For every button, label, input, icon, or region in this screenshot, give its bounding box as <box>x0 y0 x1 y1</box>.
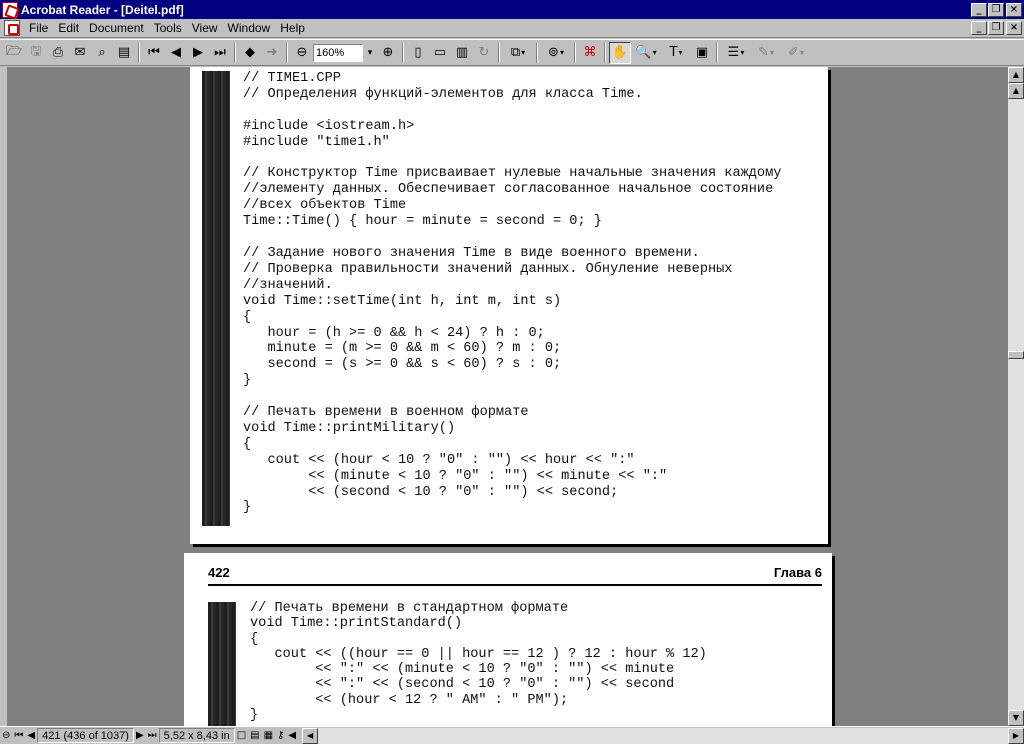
menu-view[interactable]: View <box>191 21 218 35</box>
menu-tools[interactable]: Tools <box>153 21 182 35</box>
last-page-status-icon[interactable]: ⏭ <box>147 730 157 741</box>
separator <box>604 43 606 63</box>
chapter-title: Глава 6 <box>773 565 822 580</box>
go-forward-icon[interactable]: ➜ <box>266 45 278 60</box>
snapshot-tool-icon[interactable]: ▣ <box>695 45 709 60</box>
scroll-right-icon[interactable]: ▶ <box>1008 728 1024 744</box>
next-page-status-icon[interactable]: ▶ <box>135 730 144 741</box>
scroll-left-status-icon[interactable]: ◀ <box>288 730 297 741</box>
scroll-thumb[interactable] <box>1008 351 1024 359</box>
code-margin-bar <box>208 602 236 726</box>
view-options-icon[interactable]: ⧉ ▾ <box>503 42 533 64</box>
window-title: Acrobat Reader - [Deitel.pdf] <box>21 2 184 17</box>
rotate-view-icon[interactable]: ↻ <box>478 45 490 60</box>
menu-edit[interactable]: Edit <box>58 21 80 35</box>
acrobat-app-icon[interactable] <box>2 2 18 18</box>
go-back-icon[interactable]: ◆ <box>245 45 255 60</box>
scroll-down-icon[interactable]: ▼ <box>1008 710 1024 726</box>
separator <box>574 43 576 63</box>
menu-bar <box>0 19 1024 38</box>
pdf-page-421 <box>190 67 828 544</box>
doc-close-button[interactable]: × <box>1006 21 1022 35</box>
header-rule <box>208 584 822 586</box>
separator <box>716 43 718 63</box>
key-icon: ⚷ <box>277 730 285 741</box>
email-icon[interactable]: ✉ <box>74 45 86 60</box>
show-navigation-pane-icon[interactable]: ▤ <box>117 45 131 60</box>
status-bar <box>0 726 1024 744</box>
search-web-icon[interactable]: ⊚ ▾ <box>541 42 571 64</box>
scroll-up-icon[interactable]: ▲ <box>1008 67 1024 83</box>
navigation-pane-edge[interactable] <box>0 67 8 726</box>
comment-tool-icon[interactable]: ☰ ▾ <box>721 42 751 64</box>
first-page-status-icon[interactable]: ⏮ <box>14 730 24 741</box>
horizontal-scrollbar[interactable] <box>302 728 1024 744</box>
zoom-in-icon[interactable]: ⊕ <box>382 45 394 60</box>
menu-file[interactable]: File <box>29 21 49 35</box>
single-page-icon[interactable]: □ <box>236 730 247 741</box>
restore-button[interactable]: ❐ <box>988 3 1004 17</box>
page-layout-icon[interactable]: ⊖ <box>2 730 11 741</box>
code-listing: // TIME1.CPP // Определения функций-элементов для класса Time. #include <iostream.h> #include "time1.h" // Конструктор Time присваивает нулевые начальные значения каждому //элементу данных. Обеспечивает согласованное начальное состояние //всех объектов Time Time::Time() { hour = minute = second = 0; } // Задание нового значения Time в виде военного времени. // Проверка правильности значений данных. Обнуление неверных //значений. void Time::setTime(int h, int m, int s) { hour = (h >= 0 && h < 24) ? h : 0; minute = (m >= 0 && m < 60) ? m : 0; second = (s >= 0 && s < 60) ? s : 0; } // Печать времени в военном формате void Time::printMilitary() { cout << (hour < 10 ? "0" : "") << hour << ":" << (minute < 10 ? "0" : "") << minute << ":" << (second < 10 ? "0" : "") << second; } <box>243 71 782 516</box>
menu-help[interactable]: Help <box>280 21 305 35</box>
separator <box>286 43 288 63</box>
previous-page-icon[interactable]: ◀ <box>171 45 181 60</box>
pencil-tool-icon[interactable]: ✎ ▾ <box>751 42 781 64</box>
zoom-out-icon[interactable]: ⊖ <box>296 45 308 60</box>
pdf-page-422 <box>184 553 832 726</box>
actual-size-icon[interactable]: ▯ <box>414 45 422 60</box>
scroll-left-icon[interactable]: ◀ <box>302 728 318 744</box>
zoom-tool-icon[interactable]: 🔍 ▾ <box>631 42 661 64</box>
save-icon[interactable]: 🖫 <box>30 43 42 59</box>
print-icon[interactable]: ⎙ <box>52 45 64 60</box>
separator <box>498 43 500 63</box>
previous-page-status-icon[interactable]: ◀ <box>27 730 36 741</box>
page-number-field[interactable]: 421 (436 of 1037) <box>37 728 134 743</box>
doc-restore-button[interactable]: ❐ <box>988 21 1004 35</box>
menu-window[interactable]: Window <box>227 21 271 35</box>
menu-document[interactable]: Document <box>89 21 144 35</box>
fit-width-icon[interactable]: ▥ <box>455 45 469 60</box>
minimize-button[interactable]: _ <box>971 3 987 17</box>
page-number: 422 <box>208 565 230 580</box>
continuous-icon[interactable]: ▤ <box>250 730 260 741</box>
document-window-controls <box>971 21 1022 35</box>
first-page-icon[interactable]: ⏮ <box>148 45 160 60</box>
document-menu-icon[interactable] <box>4 20 20 36</box>
window-controls <box>971 3 1022 17</box>
code-margin-bar <box>202 71 230 526</box>
scroll-up-page-icon[interactable]: ▲ <box>1008 83 1024 99</box>
open-icon[interactable]: 🗁 <box>5 43 23 59</box>
hand-tool-icon[interactable]: ✋ <box>609 42 631 64</box>
highlight-tool-icon[interactable]: ✐ ▾ <box>781 42 811 64</box>
separator <box>234 43 236 63</box>
page-size-field: 5,52 x 8,43 in <box>159 728 235 743</box>
doc-minimize-button[interactable]: _ <box>971 21 987 35</box>
zoom-input[interactable]: 160% <box>313 44 363 62</box>
separator <box>536 43 538 63</box>
code-listing: // Печать времени в стандартном формате void Time::printStandard() { cout << ((hour == 0 || hour == 12 ) ? 12 : hour % 12) << ":" << (minute < 10 ? "0" : "") << minute << ":" << (second < 10 ? "0" : "") << second << (hour < 12 ? " AM" : " PM"); } <box>250 601 707 724</box>
continuous-facing-icon[interactable]: ▦ <box>263 730 274 741</box>
fit-page-icon[interactable]: ▭ <box>433 45 447 60</box>
last-page-icon[interactable]: ⏭ <box>214 45 226 60</box>
close-button[interactable]: × <box>1006 3 1022 17</box>
vertical-scrollbar[interactable] <box>1008 67 1024 726</box>
text-select-tool-icon[interactable]: T ▾ <box>661 42 691 64</box>
document-view[interactable] <box>0 67 1008 726</box>
toolbar <box>0 39 1024 66</box>
zoom-dropdown-icon[interactable]: ▾ <box>367 47 373 57</box>
separator <box>138 43 140 63</box>
acrobat-logo-icon[interactable]: ⌘ <box>583 45 597 60</box>
next-page-icon[interactable]: ▶ <box>193 45 203 60</box>
title-bar <box>0 0 1024 19</box>
separator <box>402 43 404 63</box>
search-icon[interactable]: ⌕ <box>98 45 106 60</box>
